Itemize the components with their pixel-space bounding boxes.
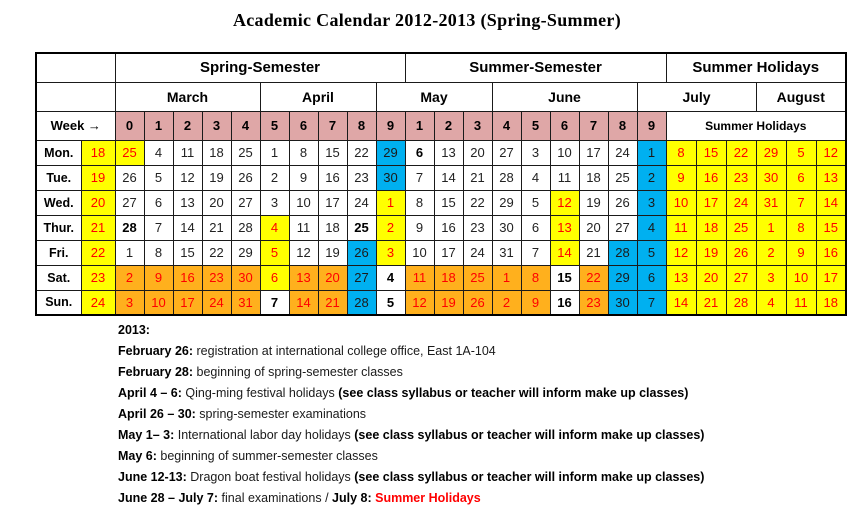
date-cell: 25	[608, 165, 637, 190]
date-cell: 5	[521, 190, 550, 215]
date-cell: 9	[405, 215, 434, 240]
date-cell: 18	[81, 140, 115, 165]
date-cell: 21	[318, 290, 347, 315]
legend-text: (see class syllabus or teacher will inform make up classes)	[338, 386, 689, 400]
date-cell: 2	[376, 215, 405, 240]
date-cell: 16	[173, 265, 202, 290]
date-cell: 15	[550, 265, 579, 290]
date-cell: 30	[231, 265, 260, 290]
week-number: 3	[202, 111, 231, 140]
date-cell: 23	[81, 265, 115, 290]
date-cell: 28	[115, 215, 144, 240]
date-cell: 29	[376, 140, 405, 165]
date-cell: 25	[231, 140, 260, 165]
holiday-week-label: Summer Holidays	[666, 111, 846, 140]
month-header: July	[637, 82, 756, 111]
date-cell: 28	[492, 165, 521, 190]
date-cell: 12	[666, 240, 696, 265]
date-cell: 27	[115, 190, 144, 215]
date-cell: 16	[434, 215, 463, 240]
date-cell: 25	[726, 215, 756, 240]
date-cell: 1	[492, 265, 521, 290]
date-cell: 16	[550, 290, 579, 315]
week-number: 9	[637, 111, 666, 140]
date-cell: 25	[347, 215, 376, 240]
date-cell: 13	[666, 265, 696, 290]
date-cell: 1	[376, 190, 405, 215]
date-cell: 17	[579, 140, 608, 165]
week-number: 4	[492, 111, 521, 140]
date-cell: 1	[637, 140, 666, 165]
date-cell: 8	[666, 140, 696, 165]
date-cell: 17	[696, 190, 726, 215]
date-cell: 13	[173, 190, 202, 215]
date-cell: 27	[726, 265, 756, 290]
month-header: March	[115, 82, 260, 111]
legend-text: International labor day holidays	[174, 428, 355, 442]
date-cell: 8	[405, 190, 434, 215]
legend-line	[118, 320, 704, 341]
date-cell: 1	[260, 140, 289, 165]
date-cell: 22	[347, 140, 376, 165]
date-cell: 17	[434, 240, 463, 265]
date-cell: 2	[637, 165, 666, 190]
date-cell: 7	[260, 290, 289, 315]
date-cell: 5	[376, 290, 405, 315]
date-cell: 11	[666, 215, 696, 240]
date-cell: 20	[202, 190, 231, 215]
table-row	[36, 140, 846, 165]
legend-text: April 4 – 6:	[118, 386, 182, 400]
week-number: 1	[405, 111, 434, 140]
date-cell: 12	[405, 290, 434, 315]
date-cell: 7	[144, 215, 173, 240]
date-cell: 19	[81, 165, 115, 190]
table-row	[36, 240, 846, 265]
legend-text: beginning of summer-semester classes	[156, 449, 378, 463]
legend-text: July 8:	[332, 491, 372, 505]
date-cell: 9	[521, 290, 550, 315]
month-header: June	[492, 82, 637, 111]
calendar-body	[36, 140, 846, 315]
date-cell: 6	[260, 265, 289, 290]
date-cell: 15	[816, 215, 846, 240]
date-cell: 14	[289, 290, 318, 315]
date-cell: 6	[521, 215, 550, 240]
calendar-header	[36, 53, 846, 140]
table-row	[36, 215, 846, 240]
day-label: Sat.	[36, 265, 81, 290]
date-cell: 10	[666, 190, 696, 215]
date-cell: 11	[289, 215, 318, 240]
date-cell: 24	[81, 290, 115, 315]
legend-line	[118, 446, 704, 467]
date-cell: 15	[434, 190, 463, 215]
date-cell: 28	[726, 290, 756, 315]
date-cell: 28	[347, 290, 376, 315]
legend-line	[118, 383, 704, 404]
semester-header: Summer-Semester	[405, 53, 666, 82]
date-cell: 23	[726, 165, 756, 190]
date-cell: 4	[260, 215, 289, 240]
date-cell: 8	[786, 215, 816, 240]
date-cell: 10	[405, 240, 434, 265]
corner-blank	[36, 53, 115, 82]
day-label: Wed.	[36, 190, 81, 215]
table-row	[36, 190, 846, 215]
week-number: 5	[260, 111, 289, 140]
week-number: 5	[521, 111, 550, 140]
date-cell: 23	[579, 290, 608, 315]
date-cell: 21	[81, 215, 115, 240]
date-cell: 9	[666, 165, 696, 190]
date-cell: 13	[434, 140, 463, 165]
date-cell: 23	[202, 265, 231, 290]
semester-header: Summer Holidays	[666, 53, 846, 82]
date-cell: 29	[492, 190, 521, 215]
date-cell: 6	[637, 265, 666, 290]
date-cell: 13	[816, 165, 846, 190]
table-row	[36, 265, 846, 290]
date-cell: 30	[492, 215, 521, 240]
date-cell: 19	[202, 165, 231, 190]
date-cell: 27	[231, 190, 260, 215]
date-cell: 26	[608, 190, 637, 215]
date-cell: 8	[521, 265, 550, 290]
date-cell: 23	[463, 215, 492, 240]
day-label: Thur.	[36, 215, 81, 240]
date-cell: 31	[492, 240, 521, 265]
date-cell: 20	[696, 265, 726, 290]
week-number: 4	[231, 111, 260, 140]
date-cell: 12	[289, 240, 318, 265]
calendar-table	[35, 52, 847, 316]
week-number: 2	[434, 111, 463, 140]
date-cell: 12	[550, 190, 579, 215]
date-cell: 24	[608, 140, 637, 165]
week-number: 8	[347, 111, 376, 140]
date-cell: 16	[318, 165, 347, 190]
date-cell: 30	[376, 165, 405, 190]
date-cell: 24	[463, 240, 492, 265]
week-row-label: Week →	[36, 111, 115, 140]
date-cell: 28	[231, 215, 260, 240]
date-cell: 29	[608, 265, 637, 290]
date-cell: 20	[579, 215, 608, 240]
date-cell: 30	[608, 290, 637, 315]
date-cell: 14	[666, 290, 696, 315]
date-cell: 26	[726, 240, 756, 265]
legend-text: (see class syllabus or teacher will inform make up classes)	[354, 428, 705, 442]
date-cell: 19	[579, 190, 608, 215]
legend-line	[118, 341, 704, 362]
date-cell: 31	[756, 190, 786, 215]
table-row	[36, 165, 846, 190]
date-cell: 24	[202, 290, 231, 315]
date-cell: 5	[637, 240, 666, 265]
date-cell: 7	[521, 240, 550, 265]
date-cell: 19	[696, 240, 726, 265]
date-cell: 5	[260, 240, 289, 265]
date-cell: 24	[347, 190, 376, 215]
week-number: 7	[579, 111, 608, 140]
date-cell: 14	[550, 240, 579, 265]
legend-line	[118, 404, 704, 425]
date-cell: 3	[756, 265, 786, 290]
date-cell: 22	[579, 265, 608, 290]
date-cell: 2	[492, 290, 521, 315]
date-cell: 8	[144, 240, 173, 265]
date-cell: 5	[144, 165, 173, 190]
legend-text: April 26 – 30:	[118, 407, 196, 421]
date-cell: 2	[756, 240, 786, 265]
date-cell: 4	[756, 290, 786, 315]
date-cell: 29	[231, 240, 260, 265]
date-cell: 24	[726, 190, 756, 215]
week-number: 8	[608, 111, 637, 140]
legend-line	[118, 467, 704, 488]
date-cell: 20	[463, 140, 492, 165]
date-cell: 21	[463, 165, 492, 190]
date-cell: 29	[756, 140, 786, 165]
date-cell: 15	[318, 140, 347, 165]
date-cell: 14	[173, 215, 202, 240]
date-cell: 26	[231, 165, 260, 190]
legend-text: Dragon boat festival holidays	[186, 470, 355, 484]
legend-text: June 12-13:	[118, 470, 187, 484]
date-cell: 22	[726, 140, 756, 165]
date-cell: 3	[521, 140, 550, 165]
date-cell: 26	[463, 290, 492, 315]
date-cell: 4	[521, 165, 550, 190]
date-cell: 13	[550, 215, 579, 240]
week-number: 0	[115, 111, 144, 140]
date-cell: 2	[260, 165, 289, 190]
month-header: May	[376, 82, 492, 111]
date-cell: 14	[434, 165, 463, 190]
legend-text: registration at international college office, East 1A-104	[193, 344, 496, 358]
month-header: August	[756, 82, 846, 111]
date-cell: 30	[756, 165, 786, 190]
date-cell: 20	[81, 190, 115, 215]
date-cell: 26	[115, 165, 144, 190]
week-number: 7	[318, 111, 347, 140]
date-cell: 25	[115, 140, 144, 165]
date-cell: 18	[816, 290, 846, 315]
month-header: April	[260, 82, 376, 111]
date-cell: 10	[144, 290, 173, 315]
date-cell: 28	[608, 240, 637, 265]
date-cell: 26	[347, 240, 376, 265]
date-cell: 4	[637, 215, 666, 240]
date-cell: 8	[289, 140, 318, 165]
legend-text: February 28:	[118, 365, 194, 379]
date-cell: 9	[289, 165, 318, 190]
week-number: 9	[376, 111, 405, 140]
date-cell: 6	[144, 190, 173, 215]
date-cell: 20	[318, 265, 347, 290]
date-cell: 22	[463, 190, 492, 215]
date-cell: 6	[786, 165, 816, 190]
week-number: 2	[173, 111, 202, 140]
date-cell: 25	[463, 265, 492, 290]
date-cell: 18	[696, 215, 726, 240]
date-cell: 12	[173, 165, 202, 190]
date-cell: 6	[405, 140, 434, 165]
date-cell: 15	[696, 140, 726, 165]
date-cell: 11	[550, 165, 579, 190]
date-cell: 11	[786, 290, 816, 315]
date-cell: 23	[347, 165, 376, 190]
legend-text: 2013:	[118, 323, 150, 337]
date-cell: 3	[115, 290, 144, 315]
date-cell: 11	[173, 140, 202, 165]
legend-text: June 28 – July 7:	[118, 491, 219, 505]
legend-text: May 1– 3:	[118, 428, 175, 442]
date-cell: 13	[289, 265, 318, 290]
date-cell: 10	[289, 190, 318, 215]
date-cell: 17	[173, 290, 202, 315]
week-number: 1	[144, 111, 173, 140]
legend-line	[118, 362, 704, 383]
date-cell: 7	[405, 165, 434, 190]
date-cell: 27	[608, 215, 637, 240]
legend-text: May 6:	[118, 449, 157, 463]
date-cell: 21	[696, 290, 726, 315]
legend-text: Qing-ming festival holidays	[181, 386, 339, 400]
date-cell: 7	[786, 190, 816, 215]
corner-blank	[36, 82, 115, 111]
date-cell: 3	[260, 190, 289, 215]
legend-text: (see class syllabus or teacher will inform make up classes)	[354, 470, 705, 484]
date-cell: 17	[318, 190, 347, 215]
date-cell: 21	[202, 215, 231, 240]
date-cell: 3	[376, 240, 405, 265]
day-label: Sun.	[36, 290, 81, 315]
date-cell: 15	[173, 240, 202, 265]
date-cell: 19	[318, 240, 347, 265]
date-cell: 18	[202, 140, 231, 165]
legend-line	[118, 425, 704, 446]
date-cell: 4	[144, 140, 173, 165]
date-cell: 31	[231, 290, 260, 315]
date-cell: 27	[492, 140, 521, 165]
date-cell: 4	[376, 265, 405, 290]
date-cell: 7	[637, 290, 666, 315]
date-cell: 14	[816, 190, 846, 215]
legend-summer-holidays-text: Summer Holidays	[375, 491, 481, 505]
date-cell: 9	[144, 265, 173, 290]
date-cell: 1	[115, 240, 144, 265]
legend-text: final examinations /	[218, 491, 333, 505]
week-number: 3	[463, 111, 492, 140]
date-cell: 16	[816, 240, 846, 265]
date-cell: 12	[816, 140, 846, 165]
date-cell: 22	[202, 240, 231, 265]
legend-text: February 26:	[118, 344, 194, 358]
date-cell: 16	[696, 165, 726, 190]
legend-text: beginning of spring-semester classes	[193, 365, 403, 379]
day-label: Mon.	[36, 140, 81, 165]
date-cell: 21	[579, 240, 608, 265]
week-number: 6	[289, 111, 318, 140]
legend-text: spring-semester examinations	[195, 407, 367, 421]
date-cell: 11	[405, 265, 434, 290]
date-cell: 17	[816, 265, 846, 290]
semester-header: Spring-Semester	[115, 53, 405, 82]
date-cell: 18	[434, 265, 463, 290]
day-label: Fri.	[36, 240, 81, 265]
date-cell: 18	[579, 165, 608, 190]
table-row	[36, 290, 846, 315]
date-cell: 2	[115, 265, 144, 290]
date-cell: 10	[550, 140, 579, 165]
day-label: Tue.	[36, 165, 81, 190]
date-cell: 18	[318, 215, 347, 240]
date-cell: 10	[786, 265, 816, 290]
date-cell: 19	[434, 290, 463, 315]
legend-line	[118, 488, 704, 509]
date-cell: 27	[347, 265, 376, 290]
page-title: Academic Calendar 2012-2013 (Spring-Summer)	[232, 10, 622, 30]
legend	[118, 320, 704, 509]
date-cell: 5	[786, 140, 816, 165]
week-number: 6	[550, 111, 579, 140]
date-cell: 3	[637, 190, 666, 215]
date-cell: 9	[786, 240, 816, 265]
date-cell: 1	[756, 215, 786, 240]
date-cell: 22	[81, 240, 115, 265]
